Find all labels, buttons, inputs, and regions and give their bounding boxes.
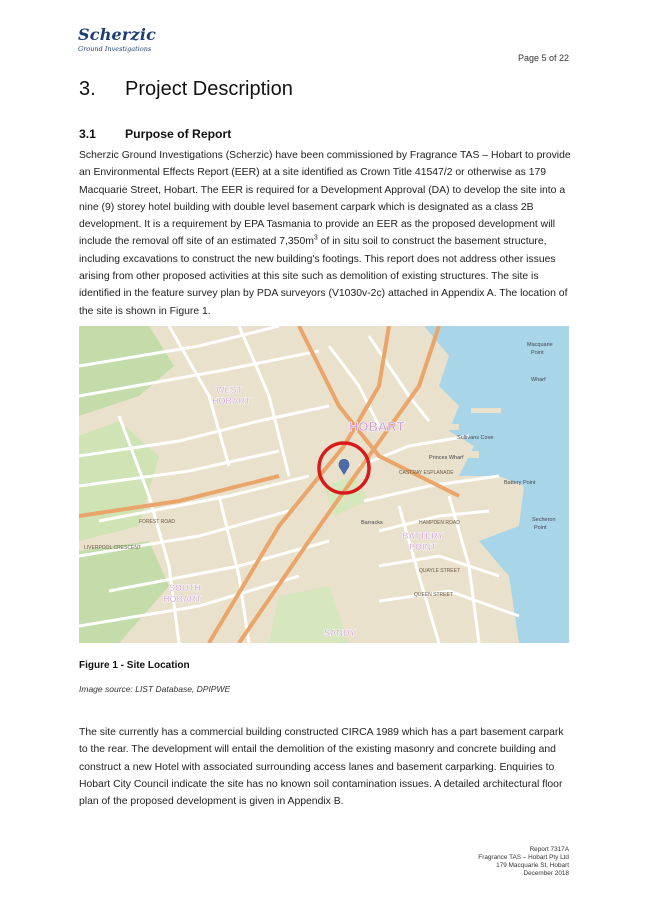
- label-south-hobart-2: HOBART: [163, 594, 202, 604]
- label-wharf: Wharf: [531, 377, 546, 383]
- label-battery-point-2: POINT: [409, 542, 437, 552]
- map-wharf: [431, 424, 459, 430]
- subsection-title: Purpose of Report: [125, 127, 232, 141]
- label-hobart: HOBART: [349, 419, 405, 434]
- section-title: Project Description: [125, 78, 293, 100]
- map-wharf: [471, 408, 501, 413]
- superscript: 3: [313, 235, 318, 243]
- subsection-number: 3.1: [79, 127, 96, 141]
- label-secheron-1: Secheron: [532, 517, 556, 523]
- paragraph-text: Scherzic Ground Investigations (Scherzic) have been commissioned by Fragrance TAS – Hobart to provide an Environmental Effects Report (EER) at a site identified as Crown Title 41547/2 or otherwise as 179 Macquarie Street, Hobart. The EER is required for a Development Approval (DA) to develop the site into a nine (9) storey hotel building with double level basement carpark which is designated as a class 2B development. It is a requirement by EPA Tasmania to provide an EER as the proposed development will include the removal off site of an estimated 7,350m: [79, 150, 571, 248]
- label-west-hobart-1: WEST: [216, 385, 242, 395]
- label-macquarie-2: Point: [531, 350, 544, 356]
- footer-address: 179 Macquarie St, Hobart: [496, 862, 569, 869]
- page-footer: [478, 846, 569, 878]
- label-quayle-street: QUAYLE STREET: [419, 568, 461, 574]
- logo-subtitle: Ground Investigations: [78, 45, 152, 53]
- label-macquarie-1: Macquarie: [527, 342, 553, 348]
- footer-date: December 2018: [523, 870, 569, 877]
- label-west-hobart-2: HOBART: [212, 396, 251, 406]
- page-number: Page 5 of 22: [517, 53, 569, 63]
- figure-source: Image source: LIST Database, DPIPWE: [79, 684, 231, 694]
- section-heading: [79, 78, 293, 101]
- label-liverpool-crescent: LIVERPOOL CRESCENT: [84, 545, 142, 551]
- label-sullivans-cove: Sullivans Cove: [457, 435, 494, 441]
- label-barracks: Barracks: [361, 520, 383, 526]
- label-queen-street: QUEEN STREET: [414, 592, 453, 598]
- section-number: 3.: [79, 78, 96, 100]
- figure-caption: Figure 1 - Site Location: [79, 660, 190, 671]
- label-battery-point-1: BATTERY: [402, 531, 444, 541]
- label-secheron-2: Point: [534, 525, 547, 531]
- company-logo: [78, 26, 156, 53]
- subsection-heading: [79, 127, 231, 141]
- label-castray-esplanade: CASTRAY ESPLANADE: [399, 470, 454, 476]
- label-forest-road: FOREST ROAD: [139, 519, 176, 525]
- paragraph-text-cont: of in situ soil to construct the basement structure, including excavations to construct the new building's footings. This report does not address other issues arising from other proposed activities at this site such as demolition of existing structures. The site is identified in the feature survey plan by PDA surveyors (V1030v-2c) attached in Appendix A. The location of the site is shown in Figure 1.: [79, 236, 568, 317]
- label-battery-point-small: Battery Point: [504, 480, 536, 486]
- footer-client: Fragrance TAS – Hobart Pty Ltd: [478, 854, 569, 861]
- footer-report: Report 7317A: [529, 846, 569, 853]
- label-sandy-bay: SANDY: [324, 628, 356, 638]
- purpose-paragraph: [79, 147, 575, 320]
- label-south-hobart-1: SOUTH: [169, 583, 201, 593]
- label-princes-wharf: Princes Wharf: [429, 455, 464, 461]
- label-hampden-road: HAMPDEN ROAD: [419, 520, 460, 526]
- logo-name: Scherzic: [78, 25, 157, 44]
- site-description-paragraph: The site currently has a commercial building constructed CIRCA 1989 which has a part basement carpark to the rear. The development will entail the demolition of the existing masonry and concrete building and construct a new Hotel with associated surrounding access lanes and basement carparking. Enquiries to Hobart City Council indicate the site has no known soil contamination issues. A detailed architectural floor plan of the proposed development is given in Appendix B.: [79, 727, 564, 808]
- site-location-map: [79, 326, 569, 643]
